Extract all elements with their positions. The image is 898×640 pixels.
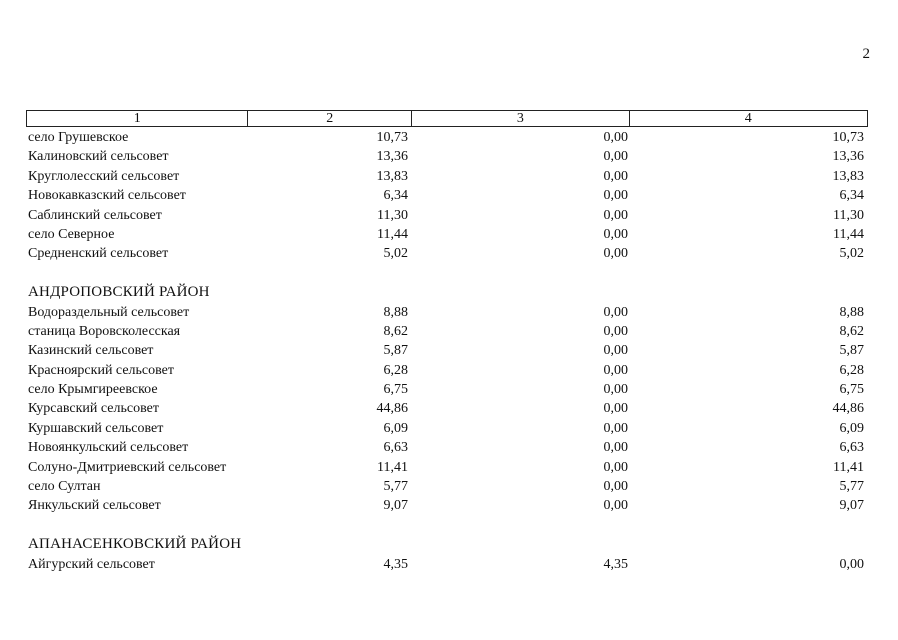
row-value-col4: 10,73: [832, 130, 864, 145]
row-name: Казинский сельсовет: [28, 343, 154, 359]
row-value-col2: 44,86: [376, 401, 408, 417]
table-row: [26, 128, 868, 147]
row-name: станица Воровсколесская: [28, 323, 181, 339]
row-value-col4: 11,44: [833, 226, 864, 242]
row-spacer: [26, 264, 868, 283]
row-name: Круглолесский сельсовет: [28, 168, 180, 184]
row-value-col2: 4,35: [383, 556, 408, 572]
row-name: село Грушевское: [28, 130, 129, 145]
table-row: [26, 186, 868, 205]
row-value-col3: 0,00: [603, 420, 628, 436]
table-row: [26, 419, 868, 438]
row-value-col4: 44,86: [832, 401, 864, 417]
row-value-col2: 6,75: [383, 382, 408, 398]
row-value-col3: 0,00: [603, 498, 628, 514]
row-value-col2: 11,41: [377, 459, 408, 475]
row-value-col3: 0,00: [603, 188, 628, 204]
row-value-col4: 6,75: [839, 382, 864, 398]
row-value-col3: 0,00: [603, 382, 628, 398]
column-header-3: 3: [412, 111, 629, 126]
table-row: [26, 399, 868, 418]
district-heading: [26, 535, 868, 554]
table-body: [26, 128, 868, 574]
row-value-col2: 6,34: [383, 188, 408, 204]
row-name: село Крымгиреевское: [28, 382, 158, 398]
table-row: [26, 361, 868, 380]
row-value-col2: 11,30: [377, 207, 408, 223]
row-name: Курсавский сельсовет: [28, 401, 159, 417]
row-value-col3: 0,00: [603, 168, 628, 184]
row-value-col2: 5,02: [383, 246, 408, 262]
table-row: [26, 555, 868, 574]
table-row: [26, 147, 868, 166]
row-value-col2: 6,09: [383, 420, 408, 436]
row-value-col3: 0,00: [603, 130, 628, 145]
page-number: 2: [862, 46, 870, 62]
row-value-col2: 11,44: [377, 226, 408, 242]
row-name: село Султан: [28, 479, 101, 495]
district-title: АПАНАСЕНКОВСКИЙ РАЙОН: [28, 536, 242, 553]
row-value-col3: 0,00: [603, 401, 628, 417]
table-row: [26, 458, 868, 477]
row-value-col4: 11,30: [833, 207, 864, 223]
table-row: [26, 496, 868, 515]
row-value-col2: 13,83: [376, 168, 408, 184]
table-row: [26, 380, 868, 399]
row-value-col4: 9,07: [839, 498, 864, 514]
district-heading: [26, 283, 868, 302]
column-header-1: 1: [27, 111, 248, 126]
row-value-col4: 0,00: [839, 556, 864, 572]
row-value-col2: 13,36: [376, 149, 408, 165]
table-row: [26, 244, 868, 263]
column-header-2: 2: [248, 111, 412, 126]
table-row: [26, 341, 868, 360]
row-value-col3: 0,00: [603, 323, 628, 339]
row-name: Куршавский сельсовет: [28, 420, 164, 436]
row-name: Саблинский сельсовет: [28, 207, 162, 223]
row-value-col4: 5,02: [839, 246, 864, 262]
table-row: [26, 167, 868, 186]
row-value-col2: 5,77: [383, 479, 408, 495]
row-value-col4: 13,36: [832, 149, 864, 165]
table-row: [26, 206, 868, 225]
district-title: АНДРОПОВСКИЙ РАЙОН: [28, 284, 210, 301]
row-value-col4: 6,09: [839, 420, 864, 436]
row-value-col2: 6,63: [383, 440, 408, 456]
row-name: Калиновский сельсовет: [28, 149, 169, 165]
row-name: село Северное: [28, 226, 115, 242]
row-value-col3: 0,00: [603, 479, 628, 495]
row-name: Айгурский сельсовет: [28, 556, 155, 572]
row-name: Солуно-Дмитриевский сельсовет: [28, 459, 227, 475]
table-row: [26, 477, 868, 496]
row-value-col4: 8,88: [839, 304, 864, 320]
row-value-col3: 0,00: [603, 149, 628, 165]
row-name: Янкульский сельсовет: [28, 498, 161, 514]
row-name: Новокавказский сельсовет: [28, 188, 186, 204]
table-row: [26, 438, 868, 457]
table-row: [26, 225, 868, 244]
row-name: Красноярский сельсовет: [28, 362, 174, 378]
row-value-col3: 0,00: [603, 440, 628, 456]
row-value-col3: 0,00: [603, 207, 628, 223]
column-header-4: 4: [744, 111, 752, 126]
row-value-col3: 0,00: [603, 343, 628, 359]
row-value-col2: 8,62: [383, 323, 408, 339]
row-value-col3: 0,00: [603, 246, 628, 262]
table-row: [26, 303, 868, 322]
row-value-col3: 4,35: [603, 556, 628, 572]
row-value-col2: 6,28: [383, 362, 408, 378]
row-value-col4: 8,62: [839, 323, 864, 339]
row-value-col3: 0,00: [603, 304, 628, 320]
table-row: [26, 322, 868, 341]
row-value-col2: 8,88: [383, 304, 408, 320]
row-value-col4: 5,77: [839, 479, 864, 495]
row-value-col3: 0,00: [603, 459, 628, 475]
row-value-col4: 6,63: [839, 440, 864, 456]
row-value-col2: 10,73: [376, 130, 408, 145]
row-value-col2: 5,87: [383, 343, 408, 359]
row-value-col4: 13,83: [832, 168, 864, 184]
row-name: Новоянкульский сельсовет: [28, 440, 189, 456]
row-value-col4: 11,41: [833, 459, 864, 475]
row-spacer: [26, 516, 868, 535]
row-name: Средненский сельсовет: [28, 246, 169, 262]
row-value-col4: 5,87: [839, 343, 864, 359]
row-value-col2: 9,07: [383, 498, 408, 514]
row-value-col4: 6,34: [839, 188, 864, 204]
column-header-row: [26, 110, 868, 127]
row-value-col3: 0,00: [603, 226, 628, 242]
row-value-col4: 6,28: [839, 362, 864, 378]
row-value-col3: 0,00: [603, 362, 628, 378]
row-name: Водораздельный сельсовет: [28, 304, 190, 320]
